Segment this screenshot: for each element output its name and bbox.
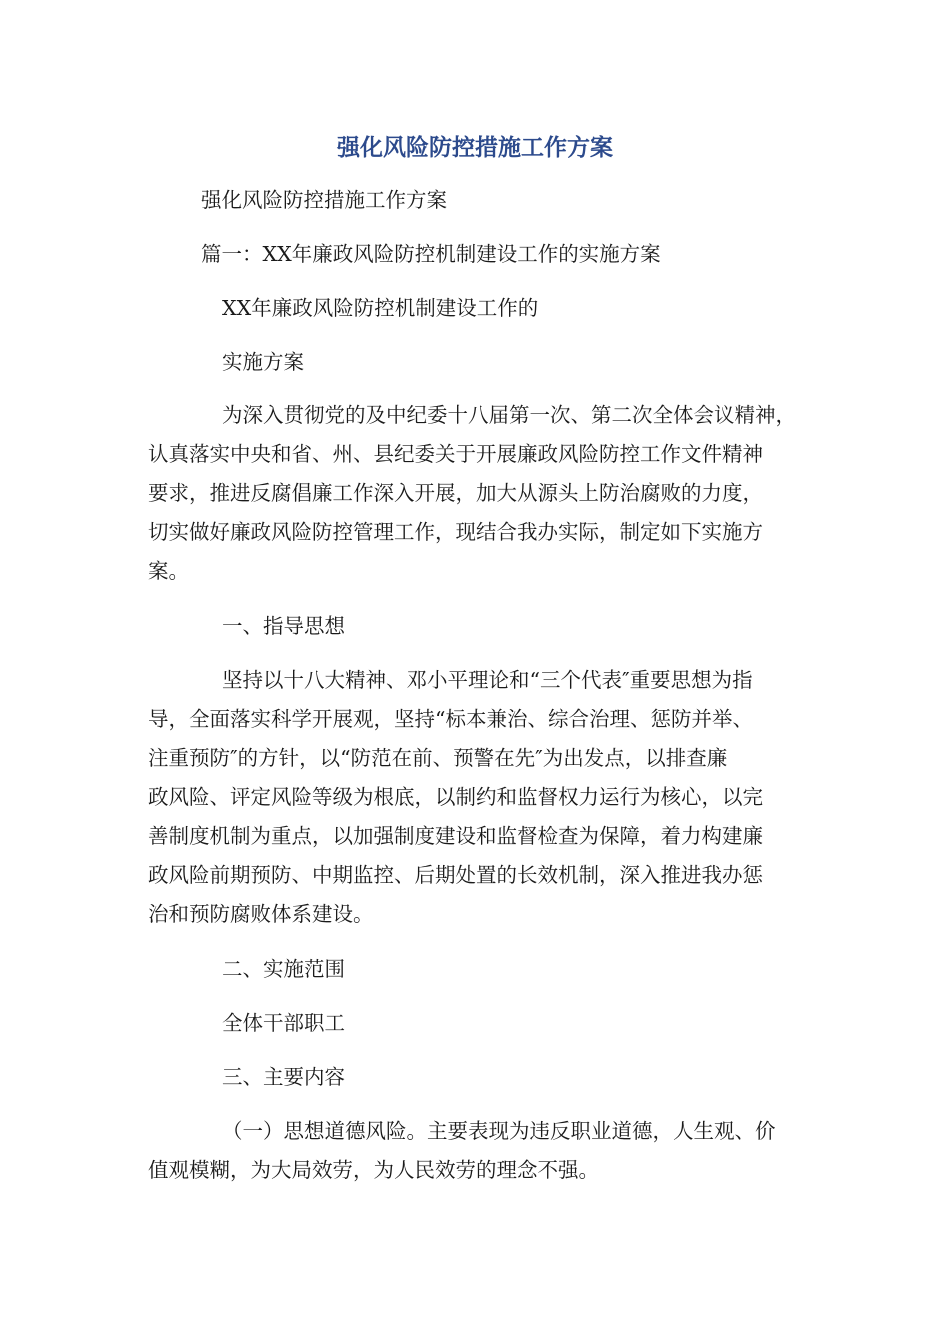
intro-line: 认真落实中央和省、州、县纪委关于开展廉政风险防控工作文件精神 [148, 442, 763, 466]
section-1-line: 善制度机制为重点，以加强制度建设和监督检查为保障，着力构建廉 [148, 824, 763, 848]
section-2-body: 全体干部职工 [222, 1011, 345, 1035]
intro-line: 案。 [148, 559, 189, 583]
article-heading: 篇一：XX年廉政风险防控机制建设工作的实施方案 [201, 242, 661, 266]
intro-line: 为深入贯彻党的及中纪委十八届第一次、第二次全体会议精神， [222, 403, 796, 427]
section-1-line: 注重预防″的方针，以“防范在前、预警在先″为出发点，以排查廉 [148, 746, 728, 770]
intro-line: 要求，推进反腐倡廉工作深入开展，加大从源头上防治腐败的力度， [148, 481, 763, 505]
section-2-heading: 二、实施范围 [222, 957, 345, 981]
section-3-item-1-line: 值观模糊，为大局效劳，为人民效劳的理念不强。 [148, 1158, 599, 1182]
document-subtitle: 强化风险防控措施工作方案 [201, 188, 447, 212]
section-3-heading: 三、主要内容 [222, 1065, 345, 1089]
section-1-line: 政风险、评定风险等级为根底，以制约和监督权力运行为核心，以完 [148, 785, 763, 809]
document-title: 强化风险防控措施工作方案 [337, 135, 613, 161]
intro-line: 切实做好廉政风险防控管理工作，现结合我办实际，制定如下实施方 [148, 520, 763, 544]
section-1-line: 治和预防腐败体系建设。 [148, 902, 374, 926]
section-1-line: 导，全面落实科学开展观，坚持“标本兼治、综合治理、惩防并举、 [148, 707, 753, 731]
inner-title-line-1: XX年廉政风险防控机制建设工作的 [222, 296, 539, 320]
section-1-line: 政风险前期预防、中期监控、后期处置的长效机制，深入推进我办惩 [148, 863, 763, 887]
inner-title-line-2: 实施方案 [222, 350, 304, 374]
section-1-heading: 一、指导思想 [222, 614, 345, 638]
section-1-line: 坚持以十八大精神、邓小平理论和“三个代表″重要思想为指 [222, 668, 753, 692]
section-3-item-1-line: （一）思想道德风险。主要表现为违反职业道德，人生观、价 [222, 1119, 776, 1143]
